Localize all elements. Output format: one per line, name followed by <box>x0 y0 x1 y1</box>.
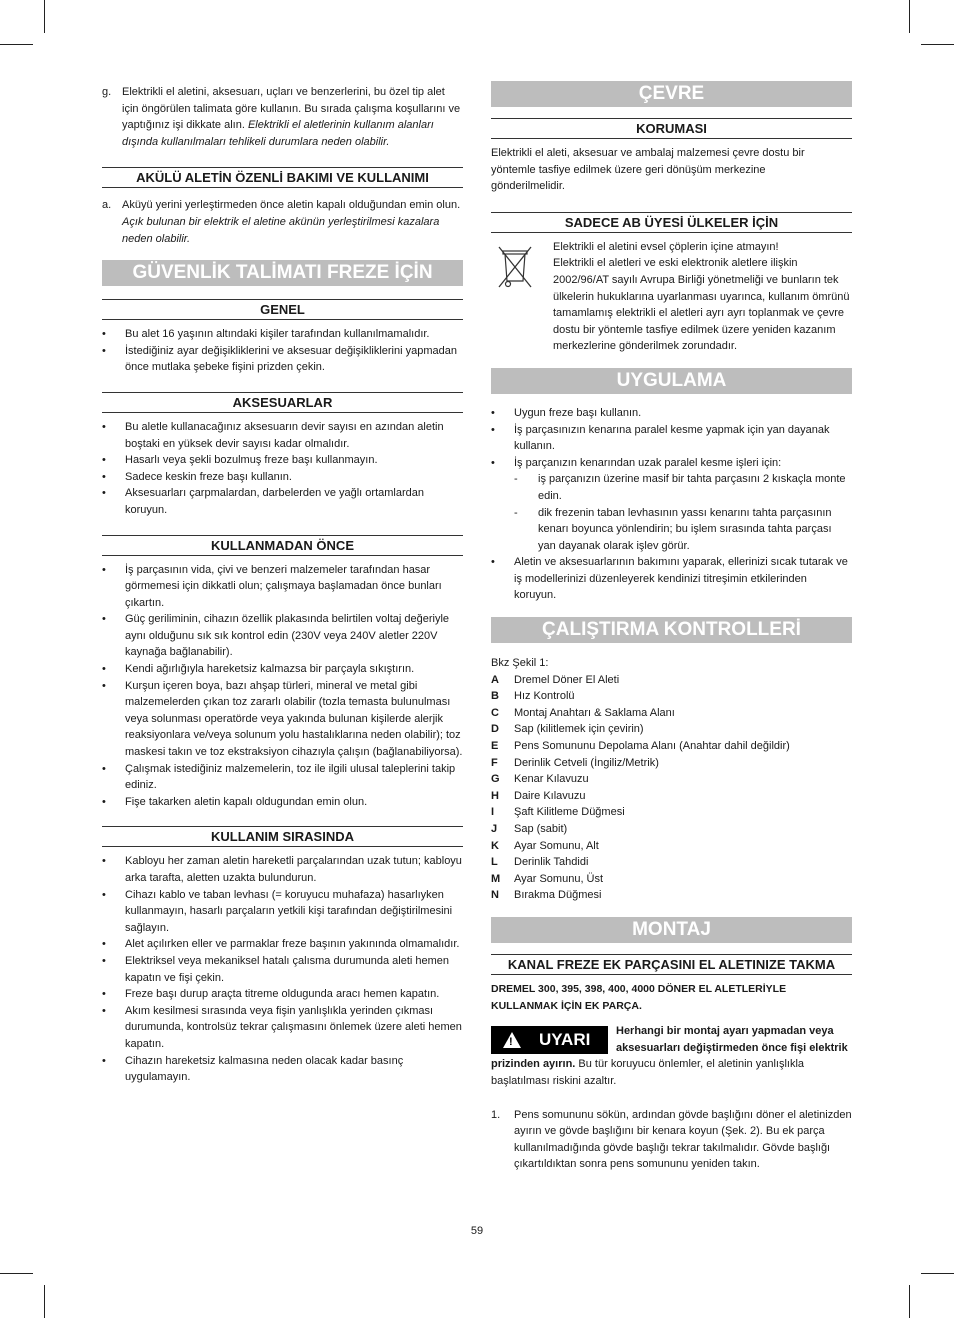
weee-warning: Elektrikli el aletini evsel çöplerin içine atmayın! <box>553 240 779 253</box>
attachment-compatibility: DREMEL 300, 395, 398, 400, 4000 DÖNER EL ALETLERİYLE KULLANMAK İÇİN EK PARÇA. <box>491 982 787 1012</box>
section-heading-ab: SADECE AB ÜYESİ ÜLKELER İÇİN <box>491 212 852 233</box>
list-item: • Uygun freze başı kullanın. <box>491 405 852 422</box>
list-item: • Kabloyu her zaman aletin hareketli parçalarından uzak tutun; kabloyu arka tarafta, aletten uzakta bulundurun. <box>102 853 463 886</box>
instruction-item-a <box>102 197 463 247</box>
legend-text: Derinlik Tahdidi <box>514 856 589 869</box>
paragraph-cevre: Elektrikli el aleti, aksesuar ve ambalaj malzemesi çevre dostu bir yöntemle tasfiye edilmek üzere geri dönüşüm merkezine gönderilmelidir. <box>491 147 805 193</box>
left-column <box>102 84 463 1086</box>
legend-key: B <box>491 690 499 703</box>
list-item: • Elektriksel veya mekaniksel hatalı çalısma durumunda aleti hemen kapatın ve fişi çekin. <box>102 953 463 986</box>
list-item: • Aksesuarları çarpmalardan, darbelerden ve yağlı ortamlardan koruyun. <box>102 485 463 518</box>
legend-key: N <box>491 889 499 902</box>
sub-list-item: - iş parçanızın üzerine masif bir tahta parçasını 2 kıskaçla monte edin. <box>514 471 852 504</box>
legend-key: J <box>491 823 498 835</box>
list-uygulama <box>491 405 852 604</box>
section-banner-cevre: ÇEVRE <box>491 81 852 107</box>
list-kullanmadan <box>102 562 463 811</box>
list-item: • Çalışmak istediğiniz malzemelerin, toz ile ilgili ulusal taleplerini takip ediniz. <box>102 761 463 794</box>
list-aksesuarlar <box>102 419 463 519</box>
legend-key: C <box>491 706 499 719</box>
weee-notice <box>491 239 852 355</box>
legend-text: Montaj Anahtarı & Saklama Alanı <box>514 706 675 719</box>
step-number: 1. <box>491 1108 501 1121</box>
list-item: • Kurşun içeren boya, bazı ahşap türleri, mineral ve metal gibi malzemelerden çıkan toz zararlı olabilir (tozla temasta bulunulması veya solunması operatörde veya yakında bulunan kişilerde alerjik reaksiyonlara ve/veya solunum yolu hastalıklarına neden olabilir); toz maskesi takın ve toz ekstraksiyon cihazıyla çalışın (bağlanabiliyorsa). <box>102 678 463 761</box>
list-item: • İş parçasınızın kenarına paralel kesme yapmak için yan dayanak kullanın. <box>491 422 852 455</box>
list-item: • İstediğiniz ayar değişikliklerini ve aksesuar değişikliklerini yapmadan önce mutlaka şebeke fişini prizden çekin. <box>102 343 463 376</box>
section-heading-akulu: AKÜLÜ ALETİN ÖZENLİ BAKIMI VE KULLANIMI <box>102 167 463 188</box>
legend-key: D <box>491 723 499 736</box>
sub-list <box>514 471 852 554</box>
legend-text: Sap (kilitlemek için çevirin) <box>514 723 644 736</box>
list-item: • İş parçanızın kenarından uzak paralel kesme işleri için: - iş parçanızın üzerine masif bir tahta parçasını 2 kıskaçla monte edin. - dik frezenin taban levhasının yassı kenarını tahta parçasının kenarı boyunca yönlendirin; bu işlem sırasında tahta parçası yan dayanak olarak işlev görür. <box>491 455 852 555</box>
list-item: • Cihazı kablo ve taban levhası (= koruyucu muhafaza) hasarlıyken kullanmayın, hasarlı parçaların yetkili kişi tarafından değiştirilmesini sağlayın. <box>102 887 463 937</box>
list-item: • Güç geriliminin, cihazın özellik plakasında belirtilen voltaj değeriyle aynı olduğunu sık sık kontrol edin (230V veya 240V aletler 220V kaynağa bağlanabilir). <box>102 611 463 661</box>
sub-list-item: - dik frezenin taban levhasının yassı kenarını tahta parçasının kenarı boyunca yönlendirin; bu işlem sırasında tahta parçası yan dayanak olarak işlev görür. <box>514 505 852 555</box>
crossed-out-wheelie-bin-icon <box>496 243 536 355</box>
crop-mark <box>0 44 33 45</box>
list-item: • Akım kesilmesi sırasında veya fişin yanlışlıkla yerinden çıkması durumunda, kontrolsüz tekrar çalışmasını önlemek üzere aleti hemen kapatın. <box>102 1003 463 1053</box>
legend-text: Kenar Kılavuzu <box>514 773 589 786</box>
crop-mark <box>909 1285 910 1318</box>
item-text: Aküyü yerini yerleştirmeden önce aletin kapalı olduğundan emin olun. Açık bulunan bir elektrik el aletine akünün yerleştirilmesi kazalara neden olabilir. <box>122 199 461 245</box>
right-column <box>491 81 852 1173</box>
legend-key: I <box>491 806 495 819</box>
list-item: • Bu aletle kullanacağınız aksesuarın devir sayısı en azından aletin boştaki en yüksek devir sayısı kadar olmalıdır. <box>102 419 463 452</box>
warning-bold-text: Herhangi bir montaj ayarı yapmadan veya aksesuarları değiştirmeden önce fişi elektrik prizinden ayırın. <box>491 1025 848 1071</box>
legend-text: Daire Kılavuzu <box>514 789 586 802</box>
step-text: Pens somununu sökün, ardından gövde başlığını döner el aletinizden ayırın ve gövde başlığını bir kenara koyun (Şek. 2). Bu ek parça kullanılmadığında gövde başlığı tekrar takılmalıdır. Gövde başlığı çıkartıldıktan sonra pens somununu yeniden takın. <box>514 1108 852 1171</box>
list-item: • Fişe takarken aletin kapalı oldugundan emin olun. <box>102 794 463 811</box>
crop-mark <box>909 0 910 33</box>
section-heading-aksesuarlar: AKSESUARLAR <box>102 392 463 413</box>
legend-key: E <box>491 740 499 753</box>
list-genel <box>102 326 463 376</box>
legend-key: G <box>491 773 500 786</box>
section-heading-kullanim: KULLANIM SIRASINDA <box>102 826 463 847</box>
item-label: g. <box>102 86 112 98</box>
legend-key: F <box>491 756 498 769</box>
step-1 <box>491 1107 852 1173</box>
warning-block <box>491 1023 852 1089</box>
list-kullanim <box>102 853 463 1085</box>
section-banner-uygulama: UYGULAMA <box>491 368 852 394</box>
section-heading-genel: GENEL <box>102 299 463 320</box>
crop-mark <box>0 1273 33 1274</box>
legend-text: Dremel Döner El Aleti <box>514 673 620 686</box>
legend-key: L <box>491 856 498 869</box>
legend-key: A <box>491 673 499 686</box>
item-text: Elektrikli el aletini, aksesuarı, uçları ve benzerlerini, bu özel tip alet için öngörülen talimata göre kullanın. Bu sırada çalışma koşullarını ve yaptığınız işi dikkate alın. Elektrikli el aletlerinin kullanım alanları dışında kullanılmaları tehlikeli durumlara neden olabilir. <box>122 86 461 148</box>
legend-text: Derinlik Cetveli (İngiliz/Metrik) <box>514 756 659 769</box>
warning-text: Bu tür koruyucu önlemler, el aletinin yanlışlıkla başlatılması riskini azaltır. <box>491 1058 805 1087</box>
page-number: 59 <box>470 1225 484 1237</box>
list-item: • Bu alet 16 yaşının altındaki kişiler tarafından kullanılmamalıdır. <box>102 326 463 343</box>
list-item: • Sadece keskin freze başı kullanın. <box>102 469 463 486</box>
section-banner-guvenlik: GÜVENLİK TALİMATI FREZE İÇİN <box>102 260 463 286</box>
warning-label <box>491 1026 608 1054</box>
weee-text <box>553 239 852 355</box>
list-item: • Kendi ağırlığıyla hareketsiz kalmazsa bir parçayla sıkıştırın. <box>102 661 463 678</box>
list-item: • Cihazın hareketsiz kalmasına neden olacak kadar basınç uygulamayın. <box>102 1053 463 1086</box>
section-heading-kanal-freze: KANAL FREZE EK PARÇASINI EL ALETINIZE TAKMA <box>491 954 852 975</box>
legend-text: Ayar Somunu, Üst <box>514 872 604 885</box>
crop-mark <box>44 1285 45 1318</box>
warning-word: UYARI <box>539 1029 591 1049</box>
legend-text: Hız Kontrolü <box>514 690 575 703</box>
list-item: • Hasarlı veya şekli bozulmuş freze başı kullanmayın. <box>102 452 463 469</box>
legend-text: Bırakma Düğmesi <box>514 889 602 902</box>
figure-reference: Bkz Şekil 1: <box>491 657 549 670</box>
list-item: • Aletin ve aksesuarlarının bakımını yaparak, ellerinizi sıcak tutarak ve iş modellerinizi düzenleyerek kendinizi titreşimin etkilerinden koruyun. <box>491 554 852 604</box>
instruction-item-g <box>102 84 463 150</box>
section-banner-montaj: MONTAJ <box>491 917 852 943</box>
legend-text: Ayar Somunu, Alt <box>514 839 599 852</box>
crop-mark <box>44 0 45 33</box>
legend-text: Pens Somununu Depolama Alanı (Anahtar dahil değildir) <box>514 740 790 753</box>
list-item: • İş parçasının vida, çivi ve benzeri malzemeler tarafından hasar görmemesi için dikkatli olun; çalışmaya başlamadan önce bunları çıkartın. <box>102 562 463 612</box>
weee-paragraph: Elektrikli el aletleri ve eski elektronik aletlere ilişkin 2002/96/AT sayılı Avrupa Birliği yönetmeliği ve bunların tek ülkelerin hukuklarına uyarlanması uyarınca, kullanım ömrünü tamamlamış elektrikli el aletleri ayrı ayrı toplanmak ve çevre dostu bir yöntemle tasfiye edilmek üzere yeniden kazanım merkezlerine gönderilmek zorundadır. <box>553 257 850 353</box>
legend-key: M <box>491 872 501 885</box>
item-label: a. <box>102 199 112 212</box>
controls-legend <box>491 672 852 904</box>
list-item: • Freze başı durup araçta titreme oldugunda aracı hemen kapatın. <box>102 986 463 1003</box>
crop-mark <box>921 1273 954 1274</box>
section-heading-korumasi: KORUMASI <box>491 118 852 139</box>
list-item: • Alet açılırken eller ve parmaklar freze başının yakınında olmamalıdır. <box>102 936 463 953</box>
crop-mark <box>921 44 954 45</box>
legend-text: Şaft Kilitleme Düğmesi <box>514 806 625 819</box>
section-heading-kullanmadan: KULLANMADAN ÖNCE <box>102 535 463 556</box>
legend-key: H <box>491 789 499 802</box>
legend-text: Sap (sabit) <box>514 823 568 835</box>
section-banner-kontroller: ÇALIŞTIRMA KONTROLLERİ <box>491 617 852 643</box>
legend-key: K <box>491 839 499 852</box>
warning-triangle-icon: ! <box>503 1032 521 1048</box>
